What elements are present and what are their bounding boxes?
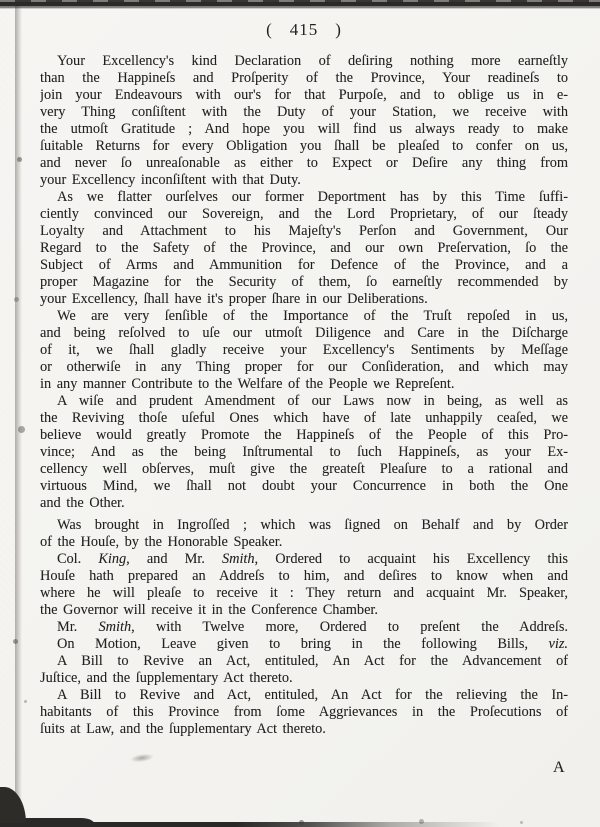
text-line: Regard to the Safety of the Province, and our own Preſervation, ſo the [40, 240, 568, 256]
paragraph [40, 636, 568, 653]
paragraph [40, 551, 568, 619]
text-line: A Bill to Revive an Act, entituled, An Act for the Advancement of [57, 653, 568, 669]
text-line: virtuous Mind, we ſhall not doubt your Concurrence in both the One [40, 478, 568, 494]
text-line: the Governor will receive it in the Conference Chamber. [40, 602, 378, 618]
page-text [40, 53, 568, 738]
text-line: On Motion, Leave given to bring in the following Bills, viz. [57, 636, 568, 652]
paragraph [40, 517, 568, 551]
text-line: where he will pleaſe to receive it : They return and acquaint Mr. Speaker, [40, 585, 568, 601]
text-line: join your Endeavours with our's for that Purpoſe, and to oblige us in e- [40, 87, 568, 103]
text-line: vince; And as the being Inſtrumental to ſuch Happineſs, as your Ex- [40, 444, 568, 460]
text-line: Juſtice, and the ſupplementary Act thereto. [40, 670, 293, 686]
text-line: proper Magazine for the Security of them, ſo earneſtly recommended by [40, 274, 568, 290]
signature-mark: A [553, 759, 565, 776]
paragraph [40, 189, 568, 308]
text-line: A wiſe and prudent Amendment of our Laws now in being, as well as [57, 393, 568, 409]
scan-edge-top [0, 0, 600, 9]
page-content [40, 20, 568, 738]
paragraph [40, 53, 568, 189]
text-line: Houſe hath prepared an Addreſs to him, and deſires to know when and [40, 568, 568, 584]
text-line: Loyalty and Attachment to his Majeſty's Perſon and Government, Our [40, 223, 568, 239]
text-line: ciently convinced our Sovereign, and the Lord Proprietary, of our ſteady [40, 206, 568, 222]
text-line: and never ſo unreaſonable as either to Expect or Deſire any thing from [40, 155, 568, 171]
paragraph [40, 619, 568, 636]
scan-edge-bottom [60, 822, 500, 827]
text-line: or otherwiſe in any Thing proper for our Conſideration, and which may [40, 359, 568, 375]
close-paren: ) [335, 20, 342, 39]
page-number: 415 [289, 20, 319, 39]
text-line: A Bill to Revive and Act, entituled, An Act for the relieving the In- [57, 687, 568, 703]
text-line: believe would greatly Promote the Happineſs of the People of this Pro- [40, 427, 568, 443]
text-line: We are very ſenſible of the Importance of the Truſt repoſed in us, [57, 308, 568, 324]
text-line: in any manner Contribute to the Welfare of the People we Repreſent. [40, 376, 455, 392]
text-line: your Excellency inconſiſtent with that Duty. [40, 172, 301, 188]
scan-corner-bottom-left [0, 818, 95, 827]
text-line: Was brought in Ingroſſed ; which was ſigned on Behalf and by Order [57, 517, 568, 533]
text-line: and the Other. [40, 495, 125, 511]
text-line: Mr. Smith, with Twelve more, Ordered to preſent the Addreſs. [57, 619, 568, 635]
text-line: the utmoſt Gratitude ; And hope you will find us always ready to make [40, 121, 568, 137]
scan-edge-left [0, 0, 15, 827]
text-line: and being reſolved to uſe our utmoſt Diligence and Care in the Diſcharge [40, 325, 568, 341]
paragraph [40, 687, 568, 738]
text-line: Subject of Arms and Ammunition for Defence of the Province, and a [40, 257, 568, 273]
open-paren: ( [266, 20, 273, 39]
text-line: the Reviving thoſe uſeful Ones which have of late unhappily ceaſed, we [40, 410, 568, 426]
text-line: cellency well obſerves, muſt give the greateſt Pleaſure to a rational and [40, 461, 568, 477]
text-line: habitants of this Province from ſome Aggrievances in the Proſecutions of [40, 704, 568, 720]
text-line: As we flatter ourſelves our former Deportment has by this Time ſuffi- [57, 189, 568, 205]
text-line: ſuits at Law, and the ſupplementary Act thereto. [40, 721, 326, 737]
text-line: your Excellency, ſhall have it's proper ſhare in our Deliberations. [40, 291, 428, 307]
scan-speckles [0, 0, 3, 3]
page-number-header [40, 20, 568, 40]
text-line: of the Houſe, by the Honorable Speaker. [40, 534, 283, 550]
paragraph [40, 393, 568, 512]
text-line: very Thing conſiſtent with the Duty of your Station, we receive with [40, 104, 568, 120]
ink-smudge [130, 752, 155, 763]
paragraph [40, 653, 568, 687]
paragraph [40, 308, 568, 393]
text-line: than the Happineſs and Proſperity of the Province, Your readineſs to [40, 70, 568, 86]
text-line: Your Excellency's kind Declaration of deſiring nothing more earneſtly [57, 53, 568, 69]
text-line: Col. King, and Mr. Smith, Ordered to acquaint his Excellency this [57, 551, 568, 567]
text-line: of it, we ſhall gladly receive your Excellency's Sentiments by Meſſage [40, 342, 568, 358]
text-line: ſuitable Returns for every Obligation you ſhall be pleaſed to confer on us, [40, 138, 568, 154]
